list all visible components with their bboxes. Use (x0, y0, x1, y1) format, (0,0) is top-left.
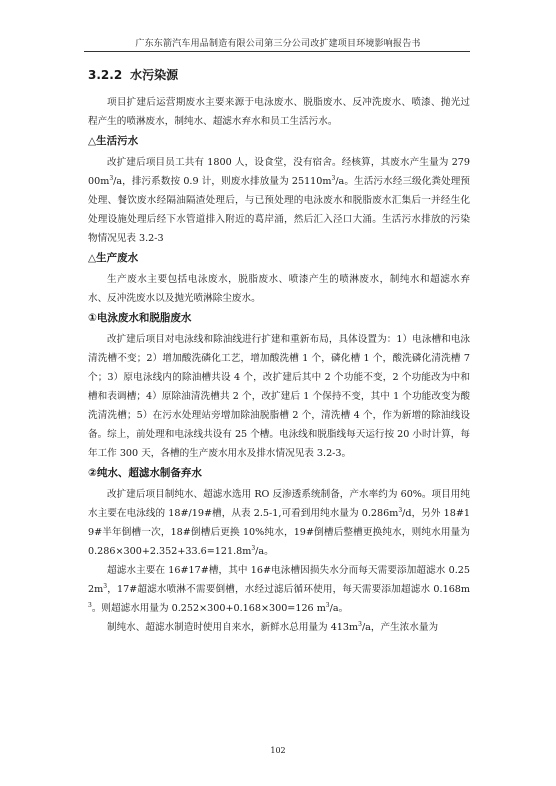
pure-text-b: /d，另外 18#19#半年倒槽一次，18#倒槽后更换 10%纯水，19#倒槽后整槽更换纯水，则纯水用量为 0.286×300+2.352+33.6=121.8m (88, 508, 470, 557)
superscript: 3 (103, 582, 108, 590)
electrophoresis-degreasing-paragraph: 改扩建后项目对电泳线和除油线进行扩建和重新布局，具体设置为：1）电泳槽和电泳清洗槽不变；2）增加酸洗磷化工艺，增加酸洗槽 1 个，磷化槽 1 个，酸洗磷化清洗槽 7 个；3）原电泳线内的除油槽共设 4 个，改扩建后其中 2 个功能不变，2 个功能改为中和槽和表调槽；4）原除油清洗槽共 2 个，改扩建后 1 个保持不变，其中 1 个功能改变为酸洗清洗槽；5）在污水处理站旁增加除油脱脂槽 2 个，清洗槽 4 个，作为新增的除油线设备。综上，前处理和电泳线共设有 25 个槽。电泳线和脱脂线每天运行按 20 小时计算，每年工作 300 天，各槽的生产废水用水及排水情况见表 3.2-3。 (88, 334, 470, 459)
electrophoresis-degreasing-heading: ①电泳废水和脱脂废水 (88, 312, 192, 324)
fresh-text-b: /a，产生浓水量为 (361, 622, 439, 633)
superscript: 3 (88, 601, 92, 609)
pure-text-a: 改扩建后项目制纯水、超滤水选用 RO 反渗透系统制备，产水率约为 60%。项目用纯水主要在电泳线的 18#/19#槽，从表 2.5-1,可看到用纯水量为 0.286m (88, 489, 470, 519)
domestic-sewage-paragraph (88, 153, 470, 248)
superscript: 3 (325, 601, 330, 609)
uf-text-d: /a。 (329, 603, 349, 614)
production-wastewater-heading: △生产废水 (88, 252, 139, 264)
domestic-text-a: 改扩建后项目员工共有 1800 人，设食堂，没有宿舍。经核算，其废水产生量为 27900m (88, 157, 470, 187)
section-number: 3.2.2 (88, 68, 123, 82)
production-wastewater-paragraph: 生产废水主要包括电泳废水，脱脂废水、喷漆产生的喷淋废水，制纯水和超滤水弃水、反冲洗废水以及抛光喷淋除尘废水。 (88, 274, 470, 304)
superscript: 3 (358, 620, 362, 628)
domestic-text-b: /a，排污系数按 0.9 计，则废水排放量为 25110m (113, 176, 332, 187)
superscript: 3 (109, 174, 114, 182)
pure-water-heading: ②纯水、超滤水制备弃水 (88, 467, 202, 479)
superscript: 3 (398, 506, 403, 514)
section-title: 水污染源 (130, 68, 179, 82)
uf-text-c: 。则超滤水用量为 0.252×300+0.168×300=126 m (91, 603, 326, 614)
section-heading (88, 66, 470, 84)
header-rule (84, 51, 470, 52)
domestic-text-c: /a。生活污水经三级化粪处理预处理、餐饮废水经隔油隔渣处理后，与已预处理的电泳废水和脱脂废水汇集后一并经生化处理设施处理后经下水管道排入附近的葛岸涌，然后汇入泾口大涌。生活污水排放的污染物情况见表 3.2-3 (88, 176, 471, 244)
superscript: 3 (331, 174, 336, 182)
ultrafiltration-paragraph (88, 561, 470, 618)
page-header: 广东东箭汽车用品制造有限公司第三分公司改扩建项目环境影响报告书 (135, 39, 421, 49)
uf-text-a: 超滤水主要在 16#17#槽，其中 16#电泳槽因损失水分而每天需要添加超滤水 0.252m (88, 565, 470, 595)
page-number: 102 (270, 746, 286, 755)
pure-text-c: /a。 (255, 546, 274, 557)
pure-water-paragraph (88, 485, 470, 561)
superscript: 3 (251, 544, 256, 552)
uf-text-b: ，17#超滤水喷淋不需要倒槽，水经过滤后循环使用，每天需要添加超滤水 0.168m (107, 584, 470, 595)
document-body (88, 66, 470, 637)
fresh-water-paragraph (88, 618, 470, 637)
fresh-text-a: 制纯水、超滤水制造时使用自来水，新鲜水总用量为 413m (107, 622, 359, 633)
intro-paragraph: 项目扩建后运营期废水主要来源于电泳废水、脱脂废水、反冲洗废水、喷漆、抛光过程产生的喷淋废水，制纯水、超滤水弃水和员工生活污水。 (88, 97, 470, 127)
domestic-sewage-heading: △生活污水 (88, 135, 139, 147)
